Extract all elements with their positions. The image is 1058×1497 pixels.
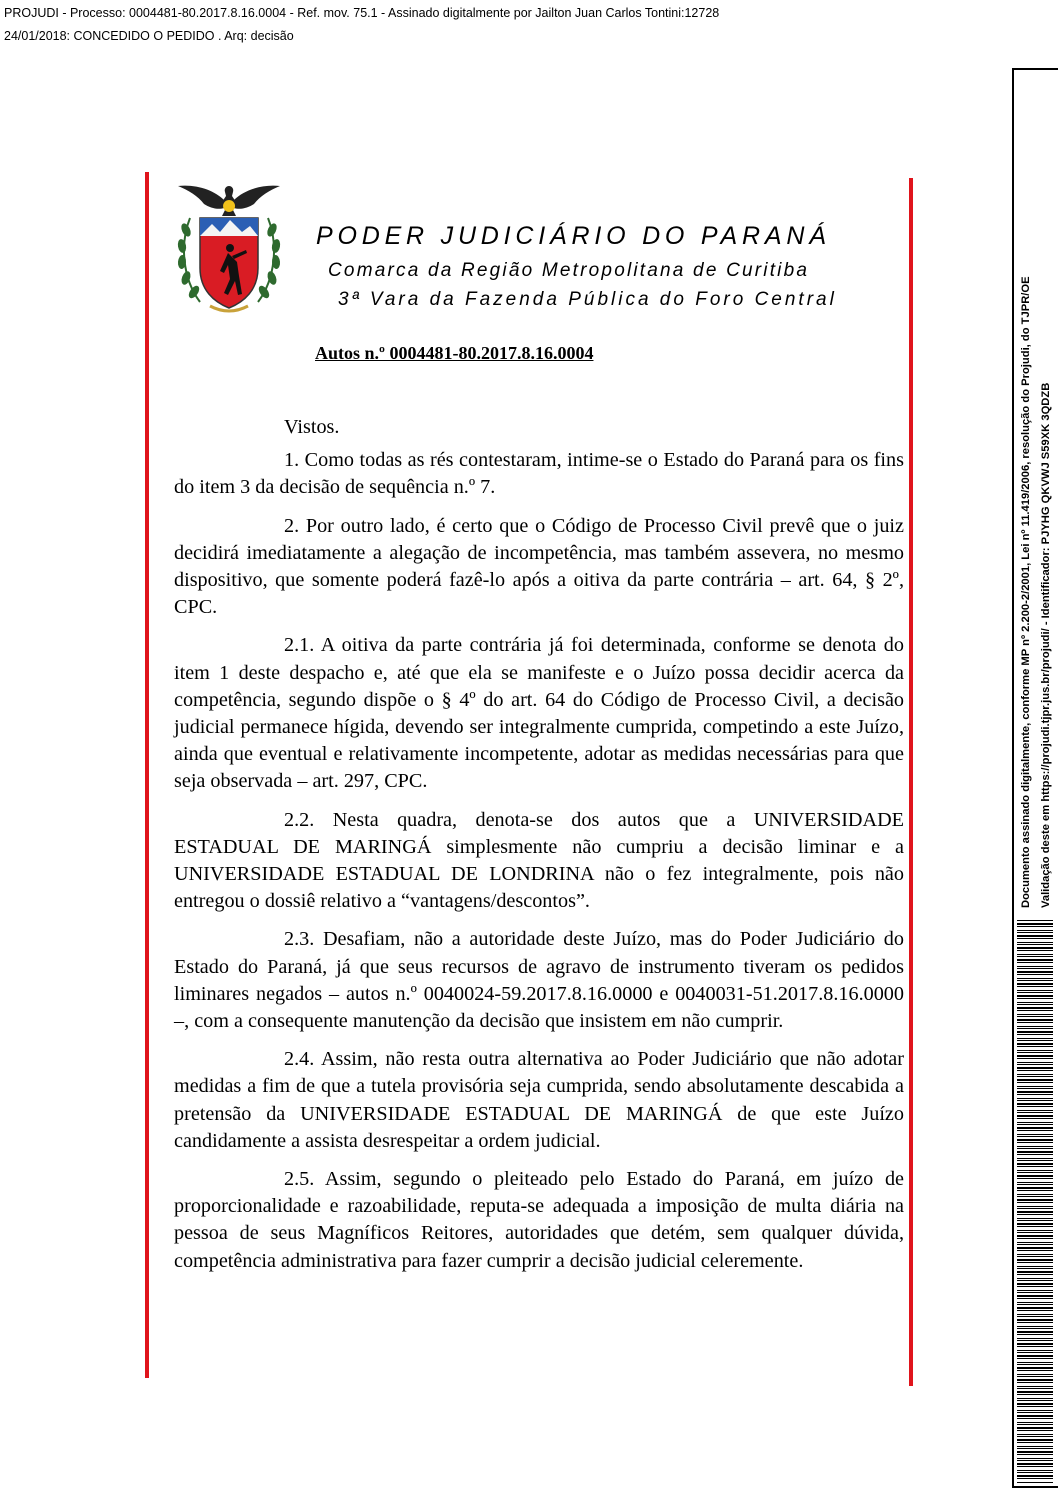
left-margin-rule	[145, 172, 149, 1378]
case-number: Autos n.º 0004481-80.2017.8.16.0004	[315, 343, 594, 363]
right-margin-rule	[909, 178, 913, 1386]
paragraph-2: 2. Por outro lado, é certo que o Código de Processo Civil prevê que o juiz decidirá imediatamente a alegação de incompetência, mas também assevera, no mesmo dispositivo, que somente poderá fazê-lo após a oitiva da parte contrária – art. 64, § 2º, CPC.	[174, 514, 904, 619]
court-subtitle-comarca: Comarca da Região Metropolitana de Curitiba	[328, 260, 810, 281]
court-title: PODER JUDICIÁRIO DO PARANÁ	[316, 222, 831, 250]
parana-coat-of-arms-icon	[170, 178, 288, 318]
digital-signature-sidebar	[1012, 68, 1058, 1488]
paragraph-2-2: 2.2. Nesta quadra, denota-se dos autos que a UNIVERSIDADE ESTADUAL DE MARINGÁ simplesmente não cumpriu a decisão liminar e a UNIVERSIDADE ESTADUAL DE LONDRINA não o fez integralmente, pois não entregou o dossiê relativo a “vantagens/descontos”.	[174, 808, 904, 913]
signature-stamp-line2: 24/01/2018: CONCEDIDO O PEDIDO . Arq: decisão	[4, 29, 294, 43]
paragraph-vistos: Vistos.	[284, 416, 340, 438]
paragraph-1: 1. Como todas as rés contestaram, intime-se o Estado do Paraná para os fins do item 3 da decisão de sequência n.º 7.	[174, 449, 904, 499]
paragraph-2-4: 2.4. Assim, não resta outra alternativa ao Poder Judiciário que não adotar medidas a fim de que a tutela provisória seja cumprida, sendo absolutamente descabida a pretensão da UNIVERSIDADE ESTADUAL DE MARINGÁ de que este Juízo candidamente a assista desrespeitar a ordem judicial.	[174, 1048, 904, 1152]
decision-body	[174, 414, 904, 1286]
barcode-icon	[1017, 920, 1053, 1484]
signature-validation-text: Documento assinado digitalmente, conforme MP nº 2.200-2/2001, Lei nº 11.419/2006, resolução do Projudi, do TJPR/OE	[1020, 276, 1032, 908]
paragraph-2-3: 2.3. Desafiam, não a autoridade deste Juízo, mas do Poder Judiciário do Estado do Paraná, já que seus recursos de agravo de instrumento tiveram os pedidos liminares negados – autos n.º 0040024-59.2017.8.16.0000 e 0040031-51.2017.8.16.0000 –, com a consequente manutenção da decisão que insistem em não cumprir.	[174, 928, 904, 1033]
signature-stamp-line1: PROJUDI - Processo: 0004481-80.2017.8.16.0004 - Ref. mov. 75.1 - Assinado digitalmente por Jailton Juan Carlos Tontini:12728	[4, 6, 720, 20]
court-subtitle-vara: 3ª Vara da Fazenda Pública do Foro Central	[338, 289, 837, 310]
paragraph-2-5: 2.5. Assim, segundo o pleiteado pelo Estado do Paraná, em juízo de proporcionalidade e razoabilidade, reputa-se adequada a imposição de multa diária na pessoa de seus Magníficos Reitores, autoridades que detém, sem qualquer dúvida, competência administrativa para fazer cumprir a decisão judicial celeremente.	[174, 1168, 904, 1272]
validation-url-text: Validação deste em https://projudi.tjpr.jus.br/projudi/ - Identificador: PJYHG QKVWJ S59XK 3QDZB	[1040, 382, 1052, 908]
paragraph-2-1: 2.1. A oitiva da parte contrária já foi determinada, conforme se denota do item 1 deste despacho e, até que ela se manifeste e o Juízo possa decidir acerca da competência, segundo dispõe o § 4º do art. 64 do Código de Processo Civil, a decisão judicial permanece hígida, devendo ser integralmente cumprida, competindo a este Juízo, ainda que eventual e relativamente incompetente, adotar as medidas necessárias para que seja observada – art. 297, CPC.	[174, 634, 904, 793]
